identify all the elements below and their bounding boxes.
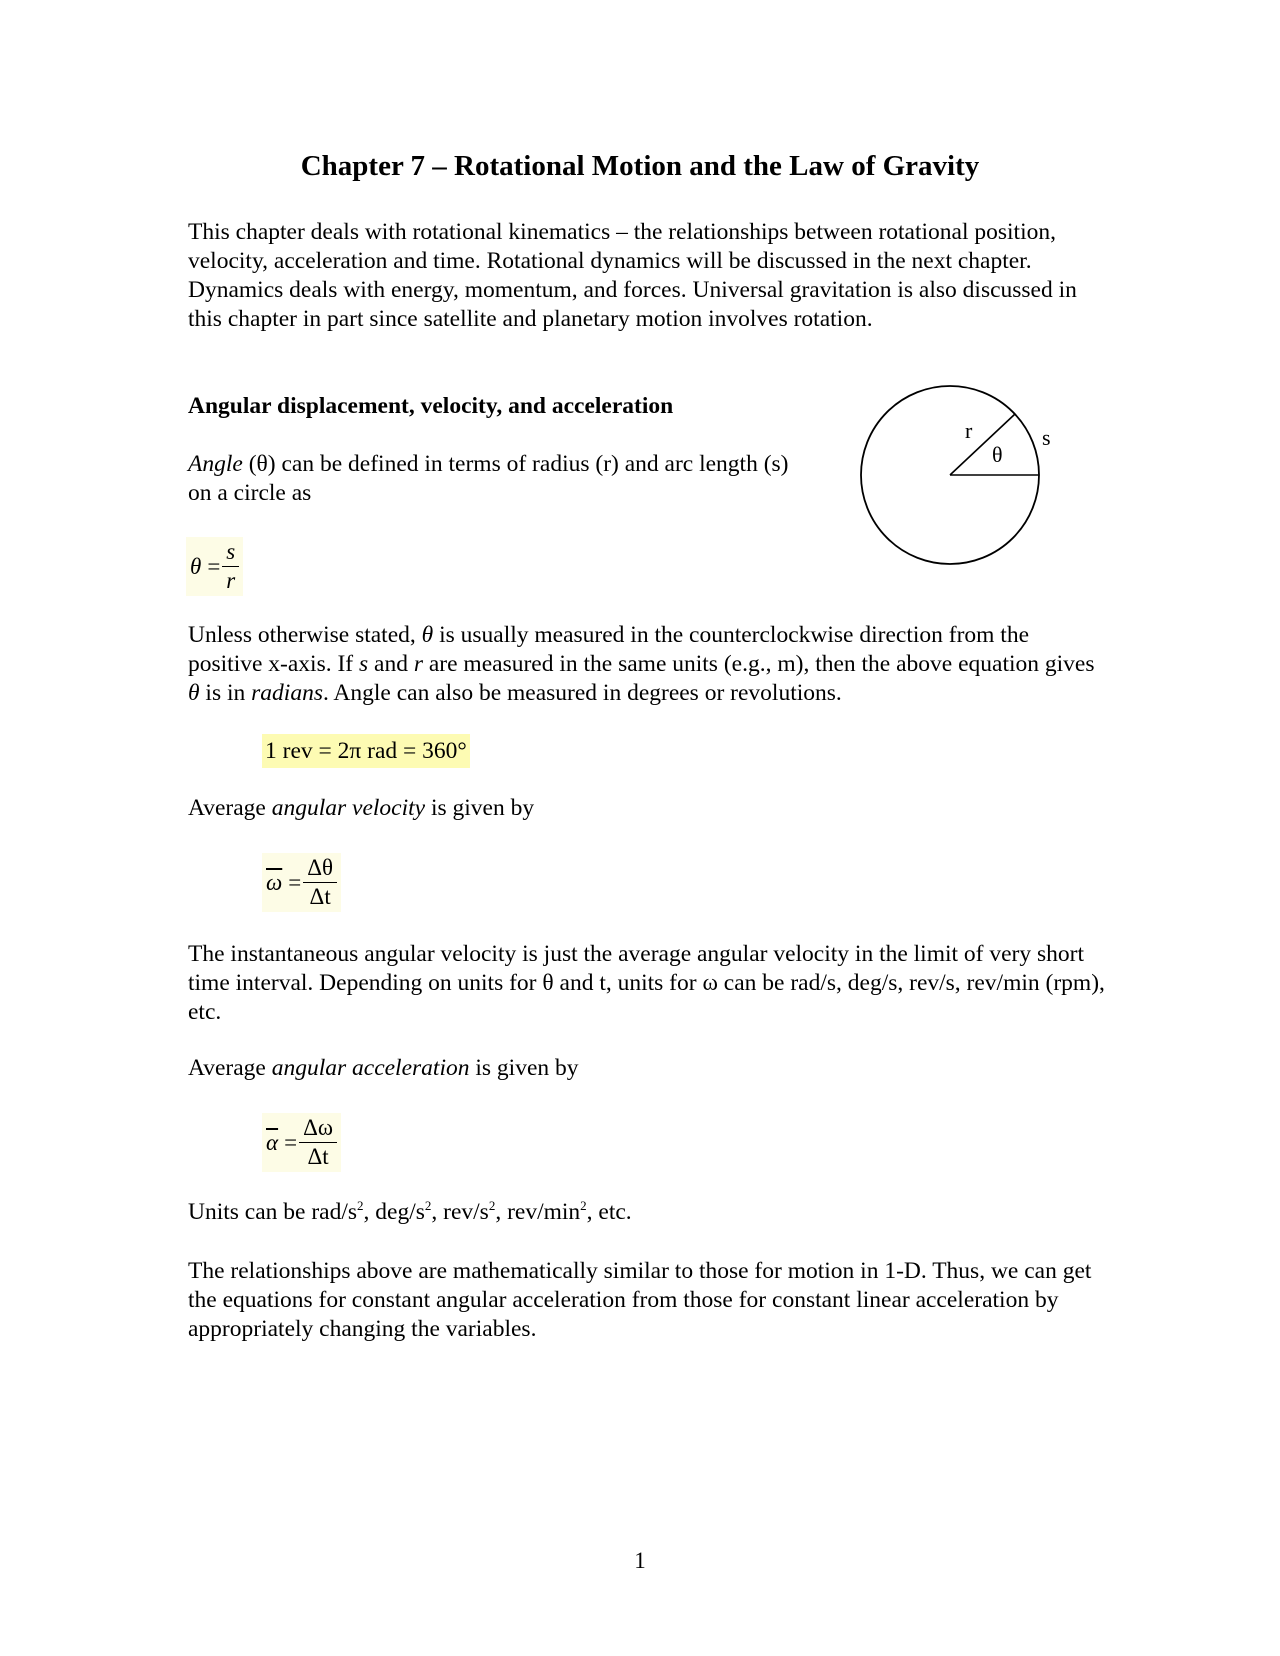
text-segment: , etc. bbox=[586, 1199, 632, 1225]
text-segment: . Angle can also be measured in degrees or revolutions. bbox=[322, 680, 842, 706]
alpha-bar-symbol: $\overline{\alpha}$ bbox=[266, 1129, 279, 1155]
omega-bar-symbol: $\overline{\omega}$ bbox=[266, 869, 283, 895]
fraction-denominator: r bbox=[226, 568, 236, 593]
fraction-numerator: Δθ bbox=[303, 855, 337, 883]
fraction-denominator: Δt bbox=[307, 1144, 329, 1169]
chapter-title: Chapter 7 – Rotational Motion and the Law of Gravity bbox=[300, 150, 980, 182]
text-segment: , rev/s bbox=[431, 1199, 489, 1225]
theta-italic: θ bbox=[188, 680, 200, 706]
theta-italic: θ bbox=[421, 622, 434, 648]
text-segment: is usually measured in the counterclockwise direction from the positive x-axis. If bbox=[188, 622, 1030, 677]
text-segment: and bbox=[368, 651, 414, 677]
equals-sign: = bbox=[284, 1129, 298, 1155]
conversion-line bbox=[262, 737, 470, 766]
relationships-paragraph: The relationships above are mathematically similar to those for motion in 1-D. Thus, we can get the equations for constant angular acceleration from those for constant linear acceleration by appropriately changing the variables. bbox=[188, 1258, 1092, 1342]
superscript: 2 bbox=[488, 1198, 496, 1214]
angle-term: Angle bbox=[188, 451, 243, 477]
angle-measurement-paragraph bbox=[188, 621, 1108, 708]
fraction-denominator: Δt bbox=[309, 884, 331, 909]
theta-equation bbox=[186, 537, 243, 596]
instantaneous-velocity-paragraph: The instantaneous angular velocity is just the average angular velocity in the limit of very short time interval. Depending on units for θ and t, units for ω can be rad/s, deg/s, rev/s, rev/min (rpm), etc. bbox=[188, 941, 1105, 1025]
s-italic: s bbox=[359, 651, 369, 677]
fraction bbox=[222, 539, 239, 594]
radius-label: r bbox=[965, 418, 973, 443]
units-line bbox=[188, 1198, 1108, 1227]
theta-label: θ bbox=[992, 442, 1003, 467]
radians-term: radians bbox=[251, 680, 323, 706]
text-segment: Unless otherwise stated, bbox=[188, 622, 422, 648]
conversion-highlight: 1 rev = 2π rad = 360° bbox=[262, 734, 470, 768]
intro-paragraph: This chapter deals with rotational kinematics – the relationships between rotational position, velocity, acceleration and time. Rotational dynamics will be discussed in the next chapter. Dynamics deals with energy, momentum, and forces. Universal gravitation is also discussed in this chapter in part since satellite and planetary motion involves rotation. bbox=[188, 219, 1077, 332]
text-segment: is given by bbox=[425, 795, 535, 821]
fraction bbox=[303, 855, 337, 910]
text-segment: Average bbox=[188, 1055, 272, 1081]
theta-symbol: θ bbox=[190, 553, 202, 579]
fraction-numerator: s bbox=[222, 539, 239, 567]
angle-definition bbox=[188, 450, 808, 508]
text-segment: Units can be rad/s bbox=[188, 1199, 358, 1225]
section-heading: Angular displacement, velocity, and acceleration bbox=[188, 393, 674, 419]
text-segment: is in bbox=[199, 680, 252, 706]
superscript: 2 bbox=[580, 1198, 587, 1214]
avg-velocity-intro bbox=[188, 794, 1108, 823]
text-segment: , rev/min bbox=[495, 1199, 581, 1225]
text-segment: is given by bbox=[469, 1055, 579, 1081]
superscript: 2 bbox=[357, 1198, 364, 1214]
fraction bbox=[299, 1115, 337, 1170]
angle-definition-text: (θ) can be defined in terms of radius (r) and arc length (s) on a circle as bbox=[188, 451, 789, 506]
alpha-equation bbox=[262, 1113, 341, 1172]
angular-acceleration-term: angular acceleration bbox=[271, 1055, 470, 1081]
fraction-numerator: Δω bbox=[299, 1115, 337, 1143]
angled-radius bbox=[950, 414, 1015, 475]
angular-velocity-term: angular velocity bbox=[271, 795, 426, 821]
omega-equation bbox=[262, 853, 341, 912]
equals-sign: = bbox=[207, 553, 221, 579]
r-italic: r bbox=[413, 651, 423, 677]
avg-acceleration-intro bbox=[188, 1054, 1108, 1083]
text-segment: , deg/s bbox=[363, 1199, 425, 1225]
circle-diagram bbox=[855, 380, 1055, 580]
superscript: 2 bbox=[424, 1198, 432, 1214]
text-segment: Average bbox=[188, 795, 272, 821]
text-segment: are measured in the same units (e.g., m), then the above equation gives bbox=[423, 651, 1095, 677]
arc-length-label: s bbox=[1042, 425, 1051, 450]
equals-sign: = bbox=[288, 869, 302, 895]
page-number: 1 bbox=[634, 1548, 646, 1573]
